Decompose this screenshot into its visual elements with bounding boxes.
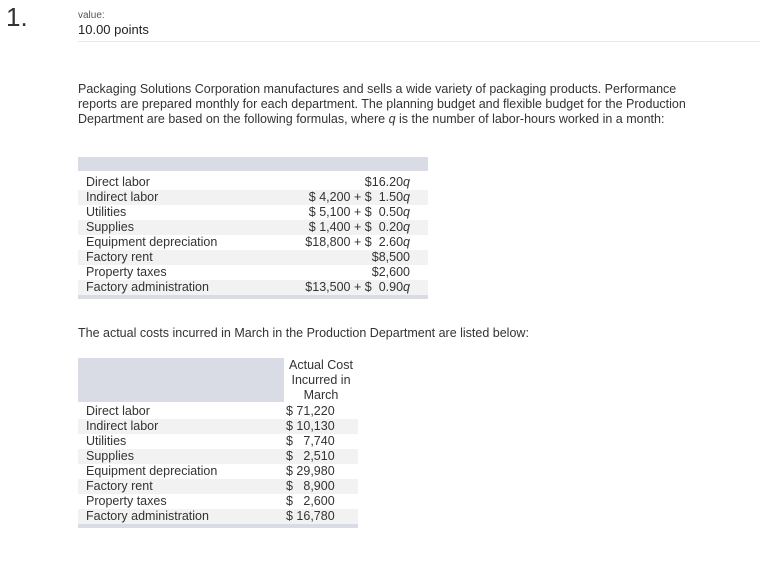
row-label: Property taxes [86, 265, 167, 279]
table-row [78, 434, 358, 449]
table-row [78, 404, 358, 419]
row-label: Factory administration [86, 509, 209, 523]
actual-table-footer [78, 524, 358, 528]
formula-table-footer [78, 295, 428, 299]
row-value: $ 2,510 [286, 449, 335, 463]
row-value: $ 1,400 + $ 0.20q [308, 220, 410, 234]
header-divider [78, 41, 760, 42]
row-value: $ 8,900 [286, 479, 335, 493]
table-row [78, 265, 428, 280]
header-line: Actual Cost [289, 358, 353, 372]
table-row [78, 220, 428, 235]
row-value: $ 5,100 + $ 0.50q [308, 205, 410, 219]
row-value: $ 4,200 + $ 1.50q [308, 190, 410, 204]
row-label: Indirect labor [86, 419, 159, 433]
table-row [78, 175, 428, 190]
budget-formula-table [78, 157, 428, 299]
row-label: Equipment depreciation [86, 235, 218, 249]
formula-table-header [78, 157, 428, 171]
header-line: March [303, 388, 339, 402]
row-label: Factory rent [86, 479, 153, 493]
row-label: Factory rent [86, 250, 153, 264]
actual-cost-table [78, 358, 358, 528]
row-label: Direct labor [86, 175, 150, 189]
row-value: $2,600 [371, 265, 410, 279]
table-row [78, 479, 358, 494]
row-value: $ 16,780 [286, 509, 335, 523]
table-row [78, 494, 358, 509]
row-label: Equipment depreciation [86, 464, 218, 478]
table-row [78, 205, 428, 220]
table-row [78, 449, 358, 464]
row-value: $ 2,600 [286, 494, 335, 508]
row-label: Indirect labor [86, 190, 159, 204]
row-label: Utilities [86, 434, 127, 448]
row-value: $13,500 + $ 0.90q [305, 280, 410, 294]
table-row [78, 280, 428, 295]
actual-table-header [78, 358, 358, 402]
row-value: $8,500 [371, 250, 410, 264]
points-value: 10.00 points [78, 22, 149, 37]
row-value: $ 71,220 [286, 404, 335, 418]
table-row [78, 190, 428, 205]
row-label: Supplies [86, 449, 134, 463]
row-label: Property taxes [86, 494, 167, 508]
row-value: $ 7,740 [286, 434, 335, 448]
row-value: $18,800 + $ 2.60q [305, 235, 410, 249]
row-label: Direct labor [86, 404, 150, 418]
row-label: Utilities [86, 205, 127, 219]
table-row [78, 509, 358, 524]
table-row [78, 250, 428, 265]
question-number: 1. [6, 2, 28, 32]
problem-intro: Packaging Solutions Corporation manufactures and sells a wide variety of packaging products. Performance reports are prepared monthly for each department. The planning budget and flexible budget for the Production Department are based on the following formulas, where q is the number of labor-hours worked in a month: [78, 82, 686, 126]
row-value: $ 10,130 [286, 419, 335, 433]
table-row [78, 419, 358, 434]
table-row [78, 464, 358, 479]
table-row [78, 235, 428, 250]
row-value: $ 29,980 [286, 464, 335, 478]
row-value: $16.20q [364, 175, 410, 189]
row-label: Factory administration [86, 280, 209, 294]
actual-cost-column-header [284, 358, 358, 402]
header-line: Incurred in [291, 373, 351, 387]
value-label: value: [78, 10, 105, 21]
actual-costs-intro: The actual costs incurred in March in the Production Department are listed below: [78, 326, 529, 340]
row-label: Supplies [86, 220, 134, 234]
